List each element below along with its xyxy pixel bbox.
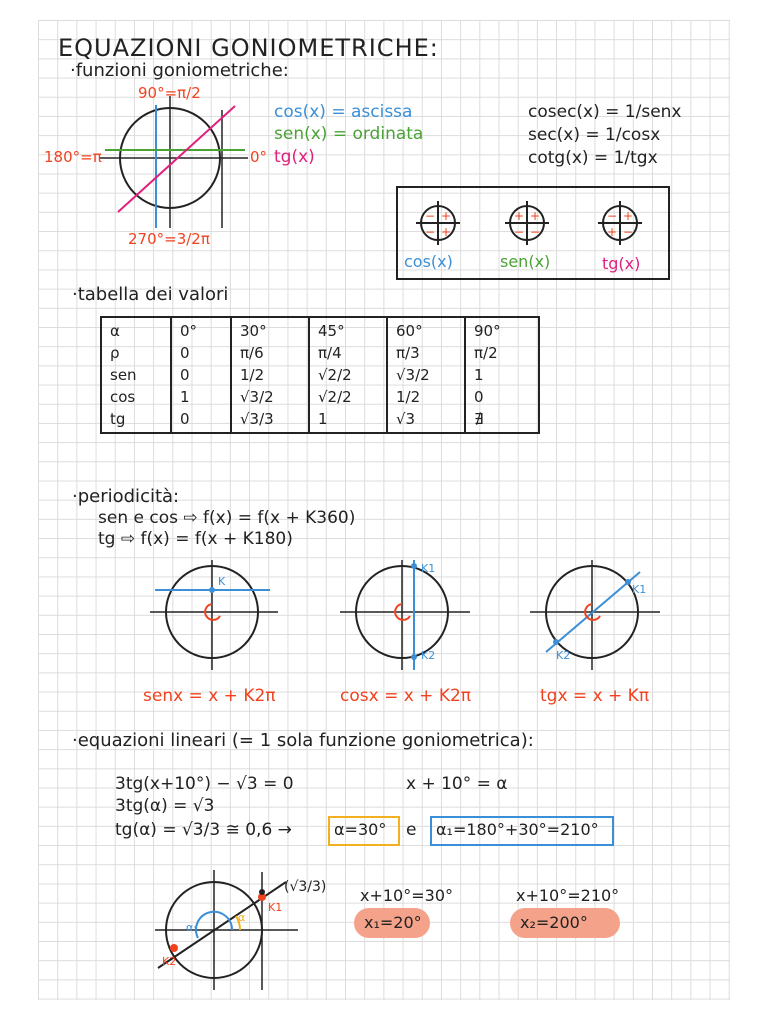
unit-circle-diagram <box>100 96 248 228</box>
svg-text:−: − <box>514 225 525 239</box>
table-column <box>231 317 309 433</box>
alpha1-label: α₁ <box>186 921 198 934</box>
table-cell: π/4 <box>318 344 342 362</box>
result-2-equation: x+10°=210° <box>516 886 620 905</box>
caption-cosx: cosx = x + K2π <box>340 686 472 706</box>
table-cell: 1 <box>180 388 190 406</box>
table-cell: 0° <box>180 322 198 340</box>
equation-substitution: x + 10° = α <box>406 774 508 794</box>
label-0: 0° <box>250 148 268 166</box>
k1-label-tg: K1 <box>632 583 647 596</box>
alpha-label: α <box>238 911 246 924</box>
table-row-labels <box>101 317 171 433</box>
table-cell: 1 <box>318 410 328 428</box>
table-cell: 0 <box>474 388 484 406</box>
cotg-definition: cotg(x) = 1/tgx <box>528 148 658 168</box>
signs-tg-label: tg(x) <box>602 254 641 273</box>
table-cell: 30° <box>240 322 267 340</box>
sec-definition: sec(x) = 1/cosx <box>528 125 661 145</box>
table-cell: 1/2 <box>396 388 421 406</box>
heading-funzioni: ·funzioni goniometriche: <box>70 60 289 81</box>
k2-label-eq: K2 <box>162 955 177 968</box>
table-cell: ∄ <box>474 410 484 428</box>
sen-definition: sen(x) = ordinata <box>274 124 424 144</box>
row-label: sen <box>110 366 137 384</box>
table-cell: π/2 <box>474 344 498 362</box>
periodicity-sen-circle <box>150 560 278 670</box>
periodicity-cos-circle <box>340 560 470 670</box>
svg-text:−: − <box>425 209 436 223</box>
table-cell: √2/2 <box>318 388 352 406</box>
periodicity-sen-cos: sen e cos ⇨ f(x) = f(x + K360) <box>98 508 356 528</box>
table-cell: √3/2 <box>240 388 274 406</box>
svg-text:+: + <box>514 209 525 223</box>
row-label: tg <box>110 410 126 428</box>
svg-text:+: + <box>607 225 618 239</box>
solution-connector: e <box>406 820 417 840</box>
page-title: EQUAZIONI GONIOMETRICHE: <box>58 34 439 62</box>
table-cell: 45° <box>318 322 345 340</box>
result-1-equation: x+10°=30° <box>360 886 453 905</box>
k2-label-cos: K2 <box>421 649 436 662</box>
heading-equazioni-lineari: ·equazioni lineari (= 1 sola funzione goniometrica): <box>72 730 534 751</box>
heading-periodicita: ·periodicità: <box>72 486 180 507</box>
table-column <box>465 317 539 433</box>
table-cell: 0 <box>180 366 190 384</box>
periodicity-tg: tg ⇨ f(x) = f(x + K180) <box>98 529 293 549</box>
k2-label-tg: K2 <box>556 649 571 662</box>
cos-definition: cos(x) = ascissa <box>274 102 413 122</box>
equation-1: 3tg(x+10°) − √3 = 0 <box>115 774 294 794</box>
table-cell: 0 <box>180 410 190 428</box>
svg-text:+: + <box>623 209 634 223</box>
heading-tabella: ·tabella dei valori <box>72 284 229 305</box>
table-cell: √2/2 <box>318 366 352 384</box>
table-column <box>171 317 231 433</box>
label-180: 180°=π <box>44 148 102 166</box>
cosec-definition: cosec(x) = 1/senx <box>528 102 682 122</box>
caption-senx: senx = x + K2π <box>143 686 276 706</box>
equation-circle <box>155 870 298 990</box>
svg-text:−: − <box>623 225 634 239</box>
row-label: ρ <box>110 344 120 362</box>
k1-label-cos: K1 <box>421 562 436 575</box>
signs-cos-label: cos(x) <box>404 252 453 271</box>
table-cell: 90° <box>474 322 501 340</box>
svg-text:−: − <box>425 225 436 239</box>
values-table <box>100 316 540 434</box>
solution-alpha: α=30° <box>334 820 387 839</box>
table-column <box>387 317 465 433</box>
row-label: cos <box>110 388 136 406</box>
equation-2: 3tg(α) = √3 <box>115 796 215 816</box>
periodicity-tg-circle <box>530 560 660 670</box>
result-1: x₁=20° <box>364 913 422 932</box>
table-cell: √3/3 <box>240 410 274 428</box>
table-cell: √3/2 <box>396 366 430 384</box>
svg-text:−: − <box>530 225 541 239</box>
label-90: 90°=π/2 <box>138 84 201 102</box>
result-2: x₂=200° <box>520 913 588 932</box>
table-cell: π/3 <box>396 344 420 362</box>
table-column <box>309 317 387 433</box>
solution-alpha1: α₁=180°+30°=210° <box>436 820 599 839</box>
table-cell: 0 <box>180 344 190 362</box>
equation-3: tg(α) = √3/3 ≅ 0,6 → <box>115 820 292 840</box>
k1-label-eq: K1 <box>268 901 283 914</box>
svg-text:−: − <box>607 209 618 223</box>
table-cell: π/6 <box>240 344 264 362</box>
row-label: α <box>110 322 120 340</box>
table-cell: 1/2 <box>240 366 265 384</box>
label-270: 270°=3/2π <box>128 230 210 248</box>
table-cell: 1 <box>474 366 484 384</box>
svg-text:+: + <box>530 209 541 223</box>
signs-sen-label: sen(x) <box>500 252 551 271</box>
table-cell: 60° <box>396 322 423 340</box>
tg-definition: tg(x) <box>274 147 315 167</box>
caption-tgx: tgx = x + Kπ <box>540 686 650 706</box>
point-label: (√3/3) <box>284 879 327 895</box>
table-cell: √3 <box>396 410 416 428</box>
svg-text:+: + <box>441 209 452 223</box>
svg-text:+: + <box>441 225 452 239</box>
k-label: K <box>218 575 226 588</box>
